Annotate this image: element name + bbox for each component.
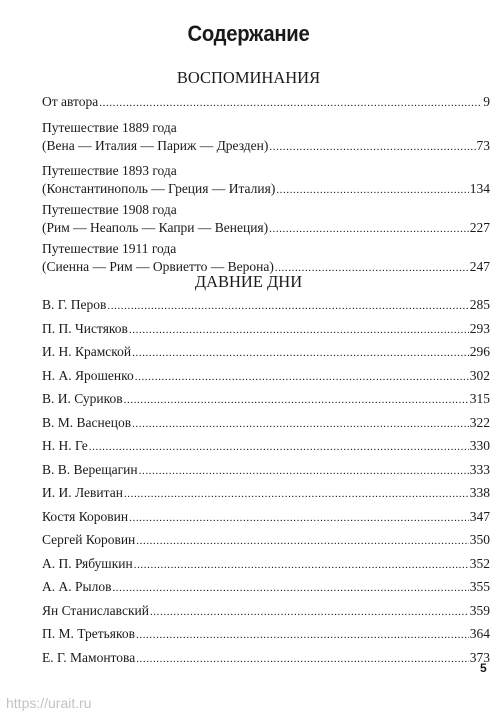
dot-leader — [136, 650, 469, 668]
toc-entry-page: 296 — [469, 344, 490, 359]
toc-entry-subtitle: (Сиенна — Рим — Орвиетто — Верона) — [42, 259, 274, 274]
toc-entry-page: 73 — [476, 138, 490, 153]
dot-leader — [112, 579, 468, 597]
toc-entry-subtitle: (Константинополь — Греция — Италия) — [42, 181, 276, 196]
toc-entry[interactable] — [42, 390, 490, 414]
toc-entry-subtitle: (Вена — Италия — Париж — Дрезден) — [42, 138, 269, 153]
toc-entry[interactable] — [42, 343, 490, 367]
toc-entry[interactable] — [42, 201, 490, 240]
toc-entry-page: 293 — [469, 320, 490, 336]
toc-entry[interactable] — [42, 437, 490, 461]
dot-leader — [135, 368, 469, 386]
toc-list-vospominaniya — [42, 93, 490, 279]
page-title: Содержание — [187, 20, 310, 46]
toc-entry-title: А. А. Рылов — [42, 579, 112, 594]
section-heading-davnie-dni: ДАВНИЕ ДНИ — [194, 272, 303, 291]
toc-entry[interactable] — [42, 649, 490, 673]
toc-entry-title: В. М. Васнецов — [42, 414, 132, 430]
toc-entry-title: Е. Г. Мамонтова — [42, 649, 136, 665]
toc-entry-page: 359 — [469, 602, 490, 618]
section-heading-vospominaniya: ВОСПОМИНАНИЯ — [176, 68, 321, 87]
toc-entry-page: 373 — [469, 649, 490, 665]
toc-entry-page: 338 — [469, 485, 490, 500]
toc-entry-subtitle: (Рим — Неаполь — Капри — Венеция) — [42, 220, 269, 235]
toc-entry-page: 333 — [469, 461, 490, 477]
toc-entry-title: Путешествие 1908 года — [42, 202, 177, 217]
toc-entry-title: П. М. Третьяков — [42, 626, 135, 641]
dot-leader — [134, 556, 469, 574]
dot-leader — [136, 532, 468, 550]
toc-entry[interactable] — [42, 162, 490, 201]
toc-entry-title: Путешествие 1889 года — [42, 120, 177, 135]
toc-entry-page: 350 — [469, 532, 490, 547]
toc-entry-title: Путешествие 1893 года — [42, 163, 177, 178]
dot-leader — [150, 603, 469, 621]
toc-entry-title: Н. Н. Ге — [42, 438, 88, 453]
toc-entry-page: 9 — [483, 94, 490, 109]
toc-entry-title: В. В. Верещагин — [42, 461, 138, 477]
dot-leader — [139, 462, 469, 480]
toc-entry-title: Костя Коровин — [42, 508, 129, 524]
toc-entry[interactable] — [42, 93, 490, 119]
toc-entry-page: 347 — [469, 508, 490, 524]
toc-entry[interactable] — [42, 461, 490, 485]
dot-leader — [269, 220, 469, 238]
toc-entry[interactable] — [42, 555, 490, 579]
dot-leader — [99, 94, 482, 112]
toc-entry[interactable] — [42, 508, 490, 532]
toc-entry[interactable] — [42, 531, 490, 555]
toc-entry[interactable] — [42, 578, 490, 602]
toc-entry-title: От автора — [42, 94, 99, 109]
toc-entry-title: В. Г. Перов — [42, 297, 107, 312]
dot-leader — [129, 509, 469, 527]
toc-entry-title: Ян Станиславский — [42, 602, 149, 618]
toc-entry[interactable] — [42, 320, 490, 344]
toc-list-davnie-dni — [42, 296, 490, 672]
toc-entry-title: А. П. Рябушкин — [42, 555, 133, 571]
dot-leader — [89, 438, 469, 456]
toc-entry-page: 330 — [469, 438, 490, 453]
page-number: 5 — [480, 661, 487, 675]
dot-leader — [269, 138, 475, 156]
toc-entry-page: 355 — [469, 579, 490, 594]
toc-entry-title: И. Н. Крамской — [42, 344, 132, 359]
toc-entry-title: Н. А. Ярошенко — [42, 367, 134, 383]
toc-entry-page: 315 — [469, 391, 490, 406]
dot-leader — [124, 391, 469, 409]
toc-entry[interactable] — [42, 367, 490, 391]
dot-leader — [132, 344, 469, 362]
dot-leader — [124, 485, 469, 503]
toc-entry[interactable] — [42, 296, 490, 320]
watermark-url: https://urait.ru — [6, 695, 92, 711]
toc-entry[interactable] — [42, 414, 490, 438]
toc-entry[interactable] — [42, 119, 490, 162]
toc-entry[interactable] — [42, 602, 490, 626]
toc-entry-page: 227 — [469, 220, 490, 235]
dot-leader — [136, 626, 469, 644]
toc-entry-title: И. И. Левитан — [42, 485, 123, 500]
toc-entry-page: 302 — [469, 367, 490, 383]
dot-leader — [132, 415, 469, 433]
toc-entry-title: Сергей Коровин — [42, 532, 136, 547]
toc-entry-title: П. П. Чистяков — [42, 320, 128, 336]
dot-leader — [276, 181, 468, 199]
toc-entry[interactable] — [42, 625, 490, 649]
toc-entry-page: 134 — [469, 181, 490, 196]
toc-entry-page: 364 — [469, 626, 490, 641]
dot-leader — [107, 297, 468, 315]
toc-entry-page: 285 — [469, 297, 490, 312]
toc-entry[interactable] — [42, 484, 490, 508]
dot-leader — [129, 321, 469, 339]
toc-entry-page: 322 — [469, 414, 490, 430]
toc-entry-page: 247 — [469, 259, 490, 274]
toc-entry-title: Путешествие 1911 года — [42, 241, 177, 256]
toc-entry-title: В. И. Суриков — [42, 391, 123, 406]
toc-entry-page: 352 — [469, 555, 490, 571]
